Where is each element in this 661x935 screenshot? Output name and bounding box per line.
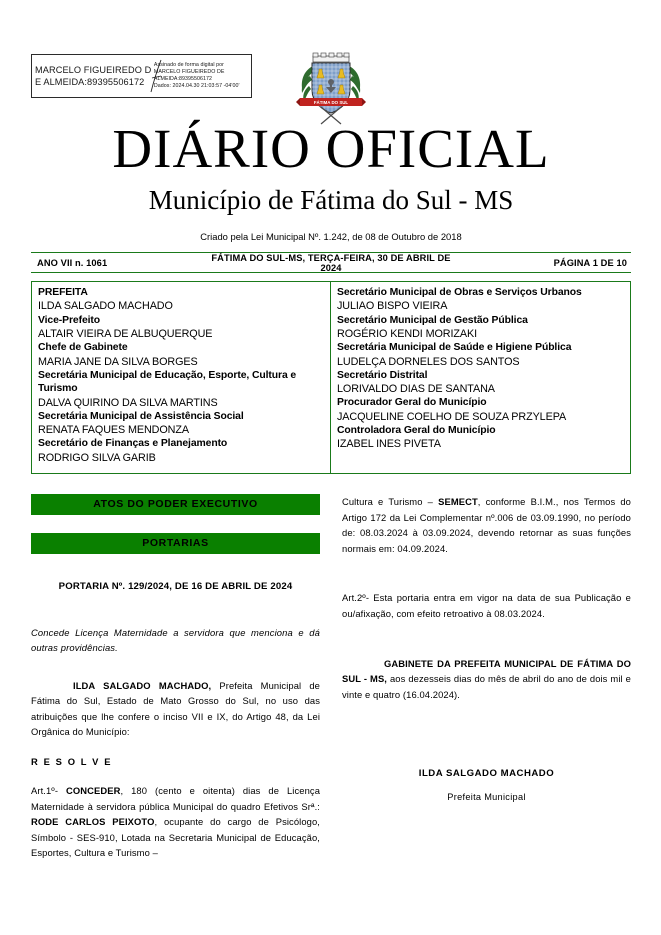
page-title: DIÁRIO OFICIAL bbox=[112, 118, 550, 179]
signature-signer-name: MARCELO FIGUEIREDO DE ALMEIDA:89395506172 bbox=[35, 65, 152, 87]
portaria-gabinete bbox=[342, 656, 631, 703]
signature-meta-line-4: Dados: 2024.04.30 21:03:57 -04'00' bbox=[153, 83, 240, 90]
official-name: RENATA FAQUES MENDONZA bbox=[38, 424, 189, 437]
official-role: Procurador Geral do Município bbox=[337, 397, 487, 409]
preamble-rest: Prefeita Municipal de Fátima do Sul, Estado de Mato Grosso do Sul, no uso das atribuições que lhe confere o inciso VII e IX, do Artigo 48, da Lei Orgânica do Município: bbox=[31, 679, 320, 738]
official-name: MARIA JANE DA SILVA BORGES bbox=[38, 355, 198, 368]
article-body bbox=[31, 494, 631, 861]
issue-year-number: ANO VII n. 1061 bbox=[37, 257, 108, 268]
official-name: LUDELÇA DORNELES DOS SANTOS bbox=[337, 355, 520, 368]
page-content bbox=[31, 0, 631, 861]
official-role: PREFEITA bbox=[38, 287, 88, 298]
art1-verb: CONCEDER bbox=[66, 784, 121, 796]
crest-ribbon-text: FÁTIMA DO SUL bbox=[313, 100, 349, 105]
official-role: Secretário Municipal de Gestão Pública bbox=[337, 314, 528, 326]
signer-name: ILDA SALGADO MACHADO bbox=[418, 768, 555, 780]
official-name: IZABEL INES PIVETA bbox=[337, 438, 441, 451]
signer-role: Prefeita Municipal bbox=[447, 792, 526, 803]
official-name: ROGÉRIO KENDI MORIZAKI bbox=[337, 328, 477, 341]
official-role: Secretário Municipal de Obras e Serviços Urbanos bbox=[337, 287, 582, 298]
masthead-subtitle: Município de Fátima do Sul - MS bbox=[148, 185, 514, 215]
official-role: Secretária Municipal de Saúde e Higiene Pública bbox=[337, 342, 572, 354]
official-name: RODRIGO SILVA GARIB bbox=[38, 451, 156, 464]
official-role: Vice-Prefeito bbox=[38, 314, 101, 326]
official-name: DALVA QUIRINO DA SILVA MARTINS bbox=[38, 396, 218, 409]
signature-meta-line-1: Assinado de forma digital por bbox=[153, 61, 224, 68]
body-column-left bbox=[31, 494, 320, 861]
art1-prefix: Art.1º- bbox=[31, 784, 66, 796]
official-role: Secretário de Finanças e Planejamento bbox=[38, 438, 228, 450]
portaria-article-2: Art.2º- Esta portaria entra em vigor na data de sua Publicação e ou/afixação, com efeito retroativo à 08.03.2024. bbox=[342, 592, 631, 620]
official-entry bbox=[337, 424, 624, 452]
portaria-preamble bbox=[31, 678, 320, 740]
officials-table bbox=[31, 281, 631, 474]
masthead bbox=[31, 120, 631, 244]
portaria-article-1 bbox=[31, 783, 320, 861]
crest-container bbox=[31, 50, 631, 125]
official-name: ALTAIR VIEIRA DE ALBUQUERQUE bbox=[38, 328, 213, 341]
official-entry bbox=[337, 341, 624, 369]
gabinete-heading: GABINETE DA PREFEITA MUNICIPAL DE FÁTIMA DO SUL - MS, bbox=[342, 657, 631, 685]
signature-meta-line-3: ALMEIDA:89395506172 bbox=[153, 76, 212, 82]
portaria-title: PORTARIA Nº. 129/2024, DE 16 DE ABRIL DE 2024 bbox=[58, 581, 293, 593]
official-entry bbox=[337, 314, 624, 342]
official-role: Controladora Geral do Município bbox=[337, 425, 496, 437]
official-name: ILDA SALGADO MACHADO bbox=[38, 300, 173, 313]
official-entry bbox=[337, 396, 624, 424]
issue-place-date: FÁTIMA DO SUL-MS, TERÇA-FEIRA, 30 DE ABRIL DE 2024 bbox=[211, 252, 451, 273]
officials-column-left bbox=[32, 282, 331, 473]
art1-beneficiary: RODE CARLOS PEIXOTO bbox=[31, 816, 155, 828]
art1-text-3: , conforme B.I.M., nos Termos do Artigo 172 da Lei Complementar nº.006 de 03.09.1990, no período de: 08.03.2024 à 03.09.2024, devendo retornar as suas funções normais em: 04.09.2024. bbox=[342, 496, 631, 554]
section-banner-portarias: PORTARIAS bbox=[31, 533, 320, 554]
preamble-authority-name: ILDA SALGADO MACHADO, bbox=[73, 679, 212, 691]
official-entry bbox=[38, 286, 324, 314]
official-entry bbox=[38, 410, 324, 438]
official-entry bbox=[38, 314, 324, 342]
art1-text-1: , 180 (cento e oitenta) dias de Licença Maternidade à servidora pública Municipal do quadro Efetivos Srª.: bbox=[31, 784, 321, 812]
officials-column-right bbox=[331, 282, 630, 473]
official-entry bbox=[38, 369, 324, 410]
column-gutter bbox=[320, 494, 342, 861]
coat-of-arms-icon bbox=[295, 52, 367, 126]
official-name: JULIAO BISPO VIEIRA bbox=[337, 300, 448, 313]
official-name: JACQUELINE COELHO DE SOUZA PRZYLEPA bbox=[337, 410, 567, 423]
art1-text-2: , ocupante do cargo de Psicólogo, Símbolo - SES-910, Lotada na Secretaria Municipal de Educação, Esportes, Cultura e Turismo – bbox=[31, 816, 320, 859]
official-role: Secretário Distrital bbox=[337, 369, 428, 381]
section-banner-atos: ATOS DO PODER EXECUTIVO bbox=[31, 494, 320, 515]
signature-meta-line-2: MARCELO FIGUEIREDO DE bbox=[153, 68, 225, 75]
masthead-law-line: Criado pela Lei Municipal Nº. 1.242, de 08 de Outubro de 2018 bbox=[200, 231, 462, 242]
portaria-article-1-continuation bbox=[342, 494, 631, 556]
official-entry bbox=[38, 437, 324, 465]
gabinete-rest: aos dezesseis dias do mês de abril do ano de dois mil e vinte e quatro (16.04.2024). bbox=[342, 673, 631, 700]
official-name: LORIVALDO DIAS DE SANTANA bbox=[337, 383, 495, 396]
official-role: Secretária Municipal de Educação, Esporte, Cultura e Turismo bbox=[38, 369, 297, 395]
official-entry bbox=[337, 286, 624, 314]
issue-info-bar bbox=[31, 252, 631, 273]
art1-acronym: SEMECT bbox=[438, 496, 478, 508]
official-role: Secretária Municipal de Assistência Social bbox=[38, 410, 244, 422]
official-role: Chefe de Gabinete bbox=[38, 342, 128, 354]
header-signature-row bbox=[31, 50, 631, 110]
official-entry bbox=[337, 369, 624, 397]
portaria-ementa: Concede Licença Maternidade a servidora que menciona e dá outras providências. bbox=[31, 626, 320, 654]
issue-page-number: PÁGINA 1 DE 10 bbox=[553, 257, 627, 268]
body-column-right bbox=[342, 494, 631, 861]
portaria-resolve-label: R E S O L V E bbox=[31, 755, 113, 767]
official-entry bbox=[38, 341, 324, 369]
art1-cont-start: Cultura e Turismo – bbox=[342, 496, 439, 508]
